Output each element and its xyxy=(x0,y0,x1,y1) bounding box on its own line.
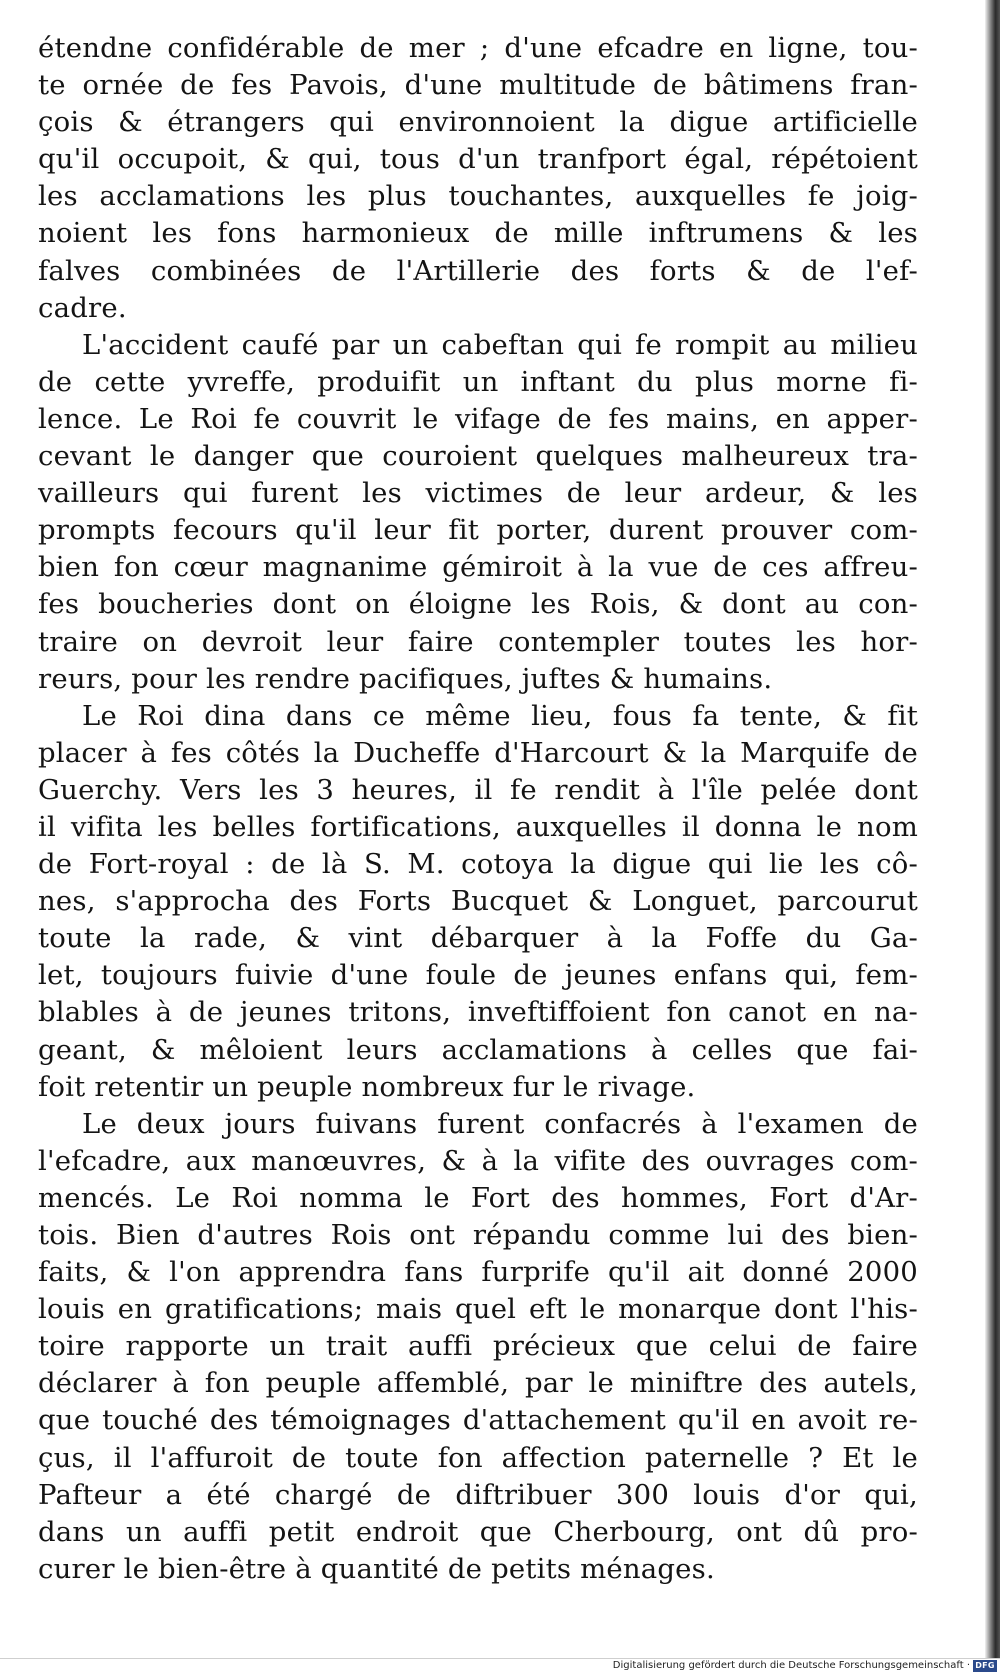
text-line: çois & étrangers qui environnoient la digue artificielle xyxy=(38,106,918,139)
text-line: de cette yvreffe, produifit un inftant du plus morne fi- xyxy=(38,365,918,398)
digitization-credit: Digitalisierung gefördert durch die Deutsche Forschungsgemeinschaft · xyxy=(612,1660,970,1671)
text-line: vailleurs qui furent les victimes de leur ardeur, & les xyxy=(38,477,918,510)
text-line: faits, & l'on apprendra fans furprife qu'il ait donné 2000 xyxy=(38,1256,918,1289)
text-line: toire rapporte un trait auffi précieux que celui de faire xyxy=(38,1330,918,1363)
text-line: que touché des témoignages d'attachement qu'il en avoit re- xyxy=(38,1404,918,1437)
text-line: lence. Le Roi fe couvrit le vifage de fes mains, en apper- xyxy=(38,402,918,435)
text-line: les acclamations les plus touchantes, auxquelles fe joig- xyxy=(38,180,918,213)
text-line: qu'il occupoit, & qui, tous d'un tranfport égal, répétoient xyxy=(38,143,918,176)
text-line: cadre. xyxy=(38,291,127,324)
text-line: fes boucheries dont on éloigne les Rois, & dont au con- xyxy=(38,588,918,621)
text-line: te ornée de fes Pavois, d'une multitude de bâtimens fran- xyxy=(38,69,918,102)
text-line: curer le bien-être à quantité de petits ménages. xyxy=(38,1552,715,1585)
text-line: nes, s'approcha des Forts Bucquet & Longuet, parcourut xyxy=(38,885,918,918)
text-line: falves combinées de l'Artillerie des forts & de l'ef- xyxy=(38,254,918,287)
text-line: let, toujours fuivie d'une foule de jeunes enfans qui, fem- xyxy=(38,959,918,992)
text-line: déclarer à fon peuple affemblé, par le miniftre des autels, xyxy=(38,1367,918,1400)
text-line: placer à fes côtés la Ducheffe d'Harcourt & la Marquife de xyxy=(38,736,918,769)
text-line: Pafteur a été chargé de diftribuer 300 louis d'or qui, xyxy=(38,1478,918,1511)
text-line: Le deux jours fuivans furent confacrés à l'examen de xyxy=(82,1107,918,1140)
page-edge-shadow xyxy=(985,0,1000,1658)
text-line: çus, il l'affuroit de toute fon affection paternelle ? Et le xyxy=(38,1441,918,1474)
text-line: dans un auffi petit endroit que Cherbourg, ont dû pro- xyxy=(38,1515,918,1548)
text-line: L'accident caufé par un cabeftan qui fe rompit au milieu xyxy=(82,328,918,361)
text-line: foit retentir un peuple nombreux fur le rivage. xyxy=(38,1070,696,1103)
dfg-logo: DFG xyxy=(973,1660,997,1672)
page-body-text xyxy=(38,30,918,1588)
text-line: geant, & mêloient leurs acclamations à celles que fai- xyxy=(38,1033,918,1066)
text-line: de Fort-royal : de là S. M. cotoya la digue qui lie les cô- xyxy=(38,848,918,881)
text-line: louis en gratifications; mais quel eft le monarque dont l'his- xyxy=(38,1293,918,1326)
text-line: étendne confidérable de mer ; d'une efcadre en ligne, tou- xyxy=(38,32,918,64)
text-line: l'efcadre, aux manœuvres, & à la vifite des ouvrages com- xyxy=(38,1144,918,1177)
text-line: Guerchy. Vers les 3 heures, il fe rendit à l'île pelée dont xyxy=(38,773,918,806)
text-line: prompts fecours qu'il leur fit porter, durent prouver com- xyxy=(38,514,918,547)
text-line: tois. Bien d'autres Rois ont répandu comme lui des bien- xyxy=(38,1219,918,1251)
text-line: mencés. Le Roi nomma le Fort des hommes, Fort d'Ar- xyxy=(38,1181,918,1214)
text-line: cevant le danger que couroient quelques malheureux tra- xyxy=(38,440,918,473)
text-line: reurs, pour les rendre pacifiques, juftes & humains. xyxy=(38,662,773,695)
text-line: Le Roi dina dans ce même lieu, fous fa tente, & fit xyxy=(82,699,918,732)
text-line: traire on devroit leur faire contempler toutes les hor- xyxy=(38,625,918,658)
text-line: toute la rade, & vint débarquer à la Foffe du Ga- xyxy=(38,922,918,955)
text-line: il vifita les belles fortifications, auxquelles il donna le nom xyxy=(38,810,918,843)
text-line: noient les fons harmonieux de mille inftrumens & les xyxy=(38,217,918,250)
text-line: bien fon cœur magnanime gémiroit à la vue de ces affreu- xyxy=(38,551,918,584)
text-line: blables à de jeunes tritons, inveftiffoient fon canot en na- xyxy=(38,996,918,1029)
